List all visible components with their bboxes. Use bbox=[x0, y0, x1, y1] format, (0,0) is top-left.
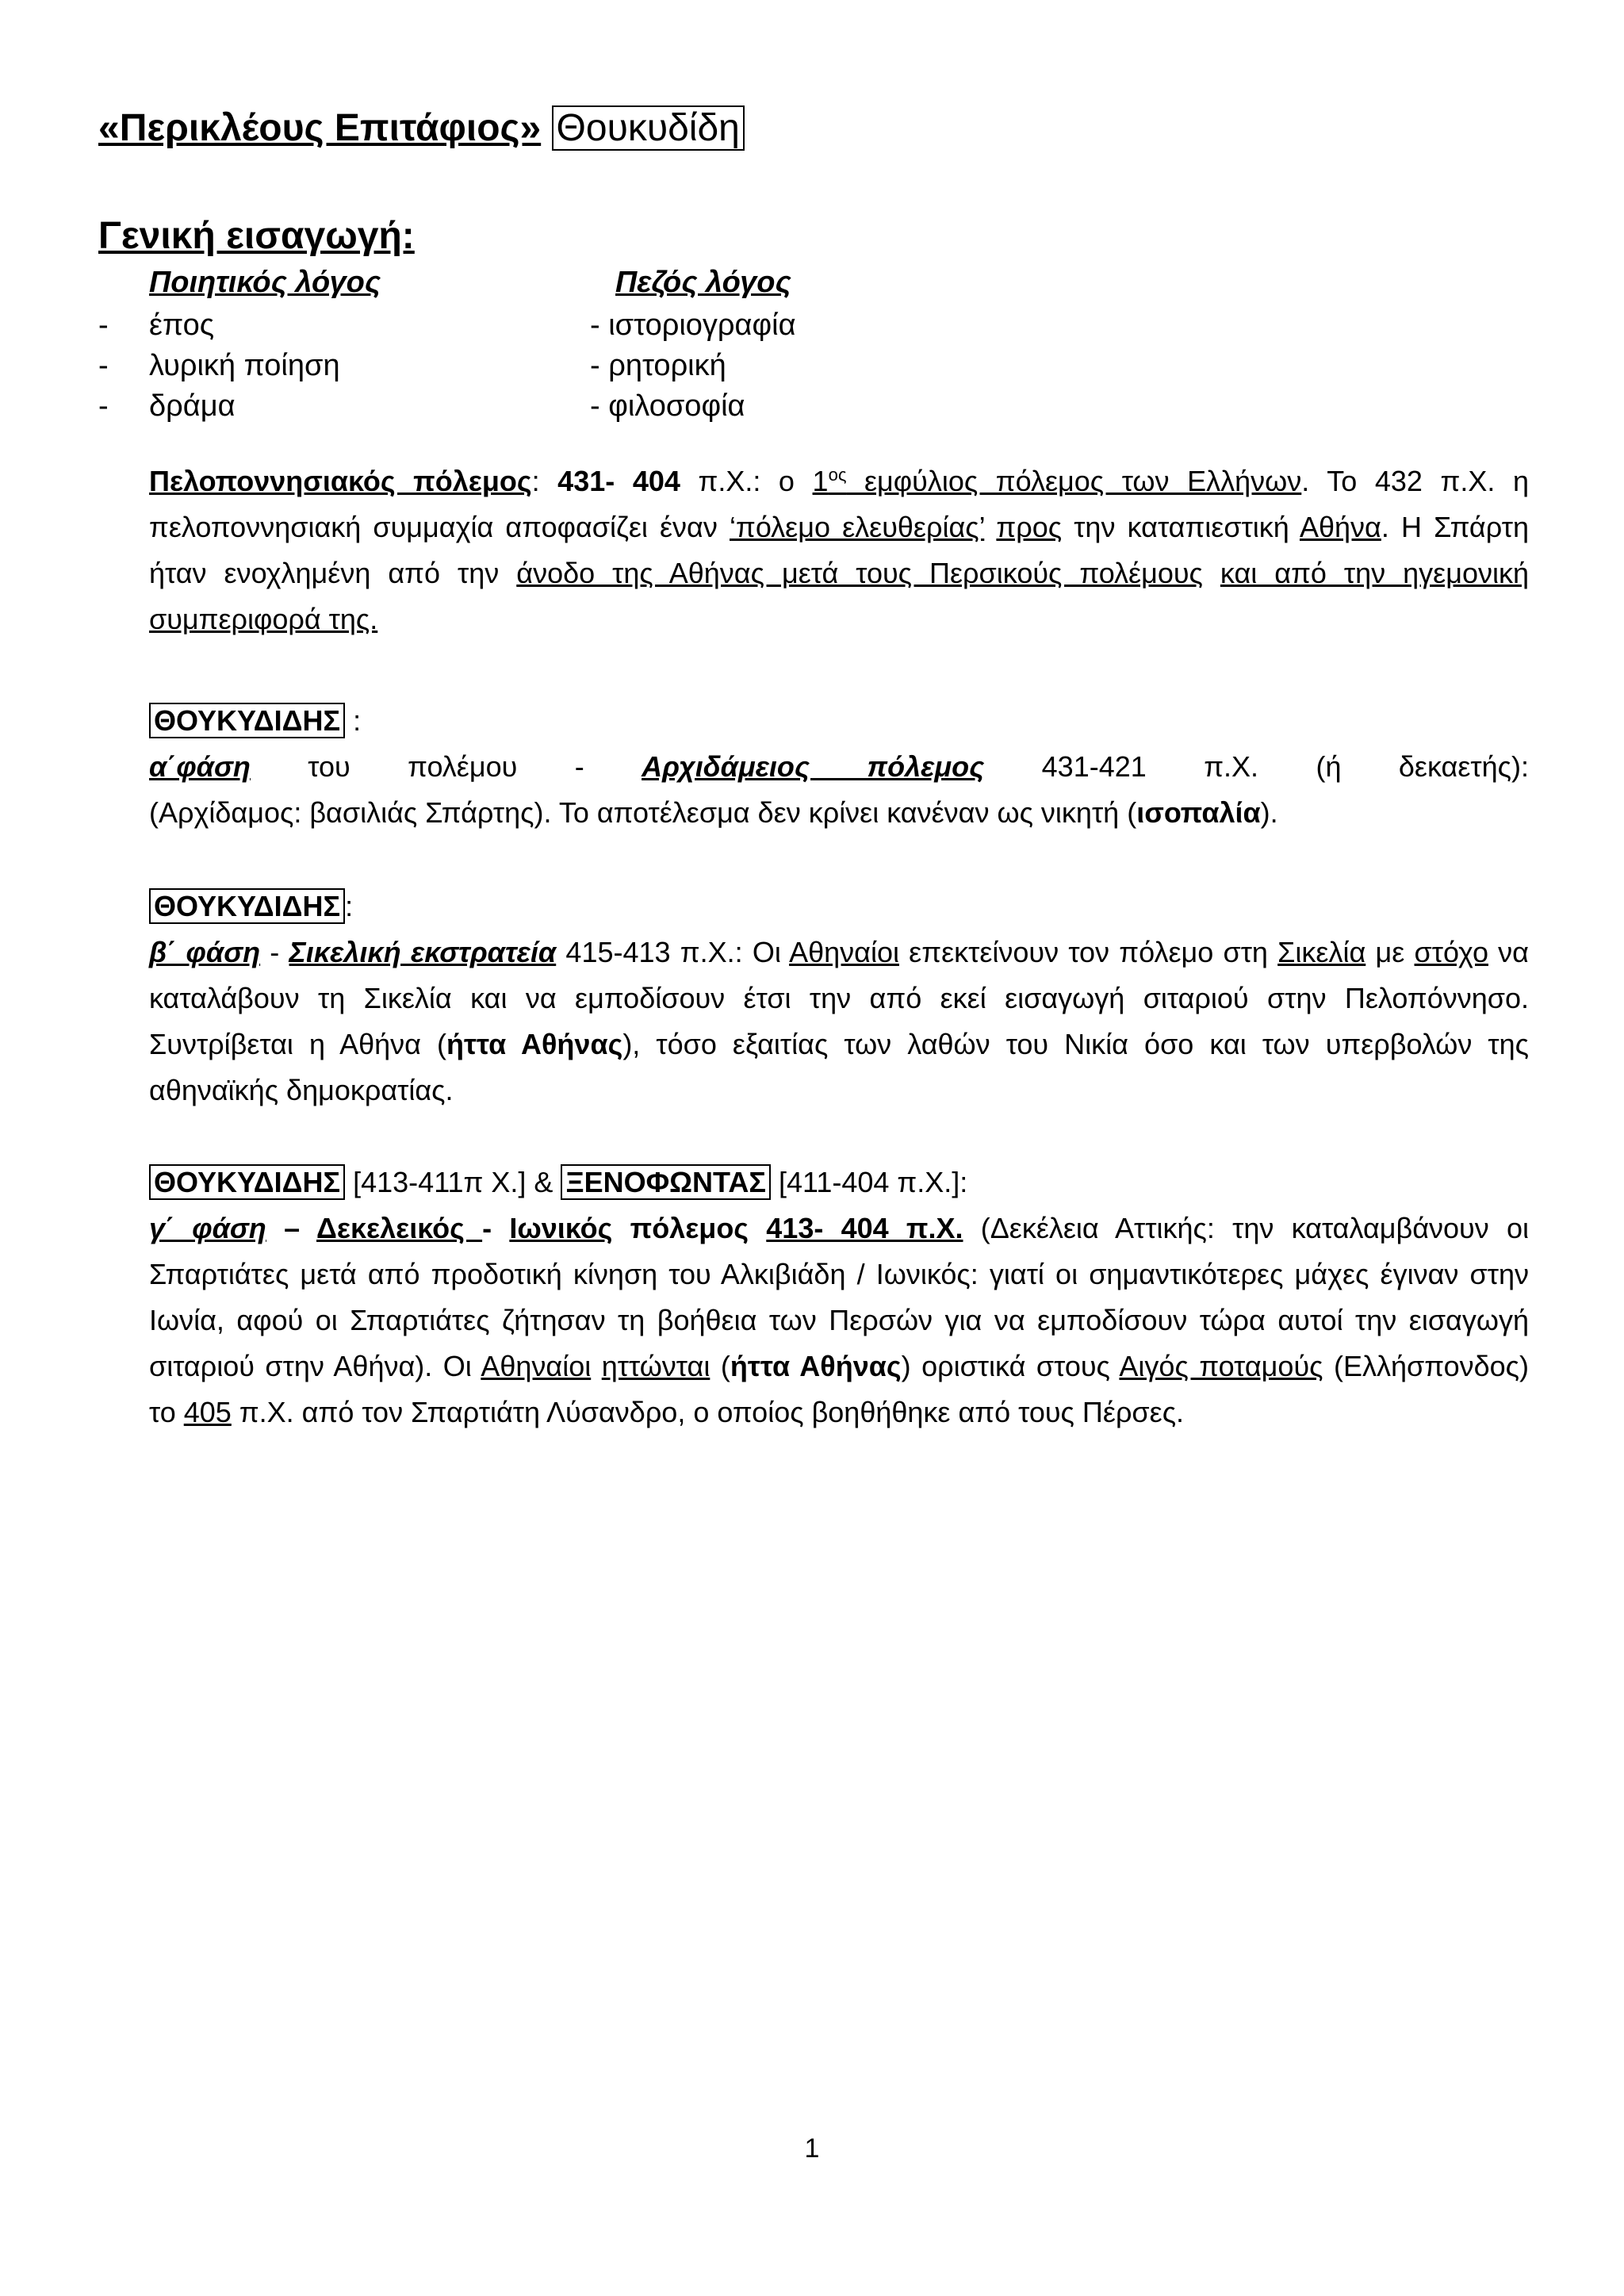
text: επεκτείνουν τον πόλεμο στη bbox=[898, 936, 1278, 968]
war-name: Αρχιδάμειος πόλεμος bbox=[642, 750, 985, 783]
text: του πολέμου - bbox=[250, 750, 642, 783]
section-1-line bbox=[149, 790, 1529, 836]
text: - bbox=[482, 1212, 510, 1244]
text: (Δεκέλεια Αττικής: την καταλαμβάνουν οι Σπαρτιάτες μετά από προδοτική κίνηση του Αλκιβιάδη / Ιωνικός: γιατί οι σημαντικότερες μάχες έγιναν στην Ιωνία, αφού οι Σπαρτιάτες ζήτησαν τη βοήθεια των Περσών για να εμποδίσουν τώρα αυτοί την εισαγωγή σιταριού στην Αθήνα). Οι bbox=[149, 1212, 1529, 1382]
section-label-2 bbox=[149, 884, 1529, 930]
prose-heading: Πεζός λόγος bbox=[615, 266, 791, 299]
phase: β΄ φάση bbox=[149, 936, 261, 968]
text: 415-413 π.Χ.: Οι bbox=[556, 936, 790, 968]
ordinal bbox=[813, 465, 1302, 497]
document-title bbox=[98, 102, 745, 155]
text: με bbox=[1365, 936, 1415, 968]
text: ). bbox=[1260, 796, 1278, 829]
dates: 431- 404 bbox=[557, 465, 680, 497]
text bbox=[984, 511, 996, 543]
text: (Ελλήσπονδος) το bbox=[149, 1350, 1529, 1428]
text: . Το 432 π.Χ. η πελοποννησιακή συμμαχία αποφασίζει έναν bbox=[149, 465, 1529, 543]
text: [411-404 π.Χ.]: bbox=[770, 1166, 968, 1198]
text: ( bbox=[710, 1350, 730, 1382]
section-2-text bbox=[149, 930, 1529, 1114]
title-author: Θουκυδίδη bbox=[552, 105, 745, 151]
page-number: 1 bbox=[804, 2133, 820, 2164]
intro-heading: Γενική εισαγωγή: bbox=[98, 215, 415, 257]
text: Αθήνα bbox=[1299, 511, 1381, 543]
text: άνοδο της Αθήνας μετά τους Περσικούς πολέμους bbox=[516, 557, 1203, 589]
text: ), τόσο εξαιτίας των λαθών του Νικία όσο και των υπερβολών της αθηναϊκής δημοκρατίας. bbox=[149, 1028, 1530, 1106]
text: [413-411π Χ.] & bbox=[345, 1166, 561, 1198]
title-bold: «Περικλέους Επιτάφιος» bbox=[98, 107, 542, 149]
result: ισοπαλία bbox=[1136, 796, 1261, 829]
text: : bbox=[531, 465, 558, 497]
list-dash: - bbox=[98, 349, 109, 382]
text: ) οριστικά στους bbox=[901, 1350, 1120, 1382]
text: π.Χ.: ο bbox=[680, 465, 813, 497]
text: : bbox=[345, 704, 362, 737]
war-name: Δεκελεικός bbox=[316, 1212, 483, 1244]
text: Αθηναίοι bbox=[789, 936, 899, 968]
section-label-3 bbox=[149, 1159, 1529, 1205]
section-1-line bbox=[149, 744, 1529, 790]
text bbox=[1203, 557, 1220, 589]
list-dash: - bbox=[98, 309, 109, 342]
text: Αθηναίοι bbox=[481, 1350, 592, 1382]
dates: 413- 404 π.Χ. bbox=[766, 1212, 963, 1244]
phase: γ΄ φάση bbox=[149, 1212, 266, 1244]
prose-item: - φιλοσοφία bbox=[590, 389, 745, 423]
text: Σικελία bbox=[1277, 936, 1366, 968]
term: Πελοποννησιακός πόλεμος bbox=[149, 465, 532, 497]
text: – bbox=[266, 1212, 317, 1244]
text: Αιγός ποταμούς bbox=[1119, 1350, 1323, 1382]
war-name: Σικελική εκστρατεία bbox=[289, 936, 557, 968]
poetic-item: έπος bbox=[149, 309, 215, 342]
author-label: ΘΟΥΚΥΔΙΔΗΣ bbox=[149, 888, 345, 924]
prose-item: - ρητορική bbox=[590, 349, 726, 382]
ordinal-number: 1 bbox=[812, 465, 829, 497]
poetic-heading: Ποιητικός λόγος bbox=[149, 266, 381, 299]
paragraph-peloponnesian-war bbox=[149, 458, 1529, 642]
text: εμφύλιος πόλεμος των Ελλήνων bbox=[846, 465, 1302, 497]
text: προς bbox=[996, 511, 1063, 543]
text: . Η Σπάρτη ήταν ενοχλημένη από την bbox=[149, 511, 1529, 589]
author-label: ΘΟΥΚΥΔΙΔΗΣ bbox=[149, 1164, 345, 1200]
war-name: Ιωνικός bbox=[509, 1212, 613, 1244]
text: (Αρχίδαμος: βασιλιάς Σπάρτης). Το αποτέλεσμα δεν κρίνει κανέναν ως νικητή ( bbox=[149, 796, 1137, 829]
text: και από την ηγεμονική συμπεριφορά της. bbox=[149, 557, 1529, 635]
defeat: ήττα Αθήνας bbox=[446, 1028, 623, 1060]
section-3-text bbox=[149, 1205, 1529, 1435]
author-label: ΞΕΝΟΦΩΝΤΑΣ bbox=[561, 1164, 771, 1200]
text: να καταλάβουν τη Σικελία και να εμποδίσουν έτσι την από εκεί εισαγωγή σιταριού στην Πελοπόννησο. Συντρίβεται η Αθήνα ( bbox=[149, 936, 1529, 1060]
poetic-item: λυρική ποίηση bbox=[149, 349, 340, 382]
author-label: ΘΟΥΚΥΔΙΔΗΣ bbox=[149, 703, 345, 738]
text: : bbox=[345, 890, 354, 922]
text: π.Χ. από τον Σπαρτιάτη Λύσανδρο, ο οποίος βοηθήθηκε από τους Πέρσες. bbox=[231, 1396, 1185, 1428]
defeat: ήττα Αθήνας bbox=[730, 1350, 902, 1382]
poetic-item: δράμα bbox=[149, 389, 236, 423]
section-label-1 bbox=[149, 698, 1529, 744]
text bbox=[591, 1350, 602, 1382]
text: 431-421 π.Χ. (ή δεκαετής): bbox=[984, 750, 1529, 783]
ordinal-suffix: ος bbox=[828, 465, 847, 485]
prose-item: - ιστοριογραφία bbox=[590, 309, 796, 342]
phase: α΄φάση bbox=[149, 750, 251, 783]
war-name: πόλεμος bbox=[612, 1212, 767, 1244]
text: στόχο bbox=[1414, 936, 1488, 968]
text: 405 bbox=[183, 1396, 232, 1428]
text: ‘πόλεμο ελευθερίας’ bbox=[730, 511, 985, 543]
list-dash: - bbox=[98, 389, 109, 423]
text: ηττώνται bbox=[601, 1350, 710, 1382]
text: την καταπιεστική bbox=[1062, 511, 1300, 543]
text: - bbox=[260, 936, 289, 968]
